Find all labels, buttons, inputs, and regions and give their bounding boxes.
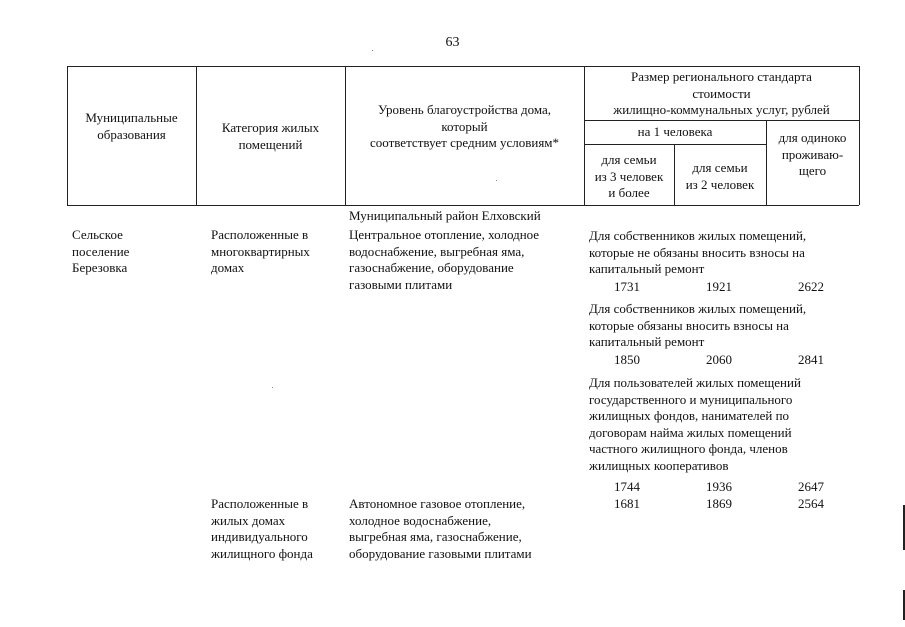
table-bottom-border <box>67 205 859 206</box>
header-municipality: Муниципальные образования <box>85 110 178 142</box>
group1-value-single: 2622 <box>798 279 824 294</box>
group1-value-family2: 1921 <box>706 279 732 294</box>
row2-level: Автономное газовое отопление, холодное водоснабжение, выгребная яма, газоснабжение, оборудование газовыми плитами <box>349 496 532 561</box>
table-top-border <box>67 66 859 67</box>
header-family-3: для семьи из 3 человек и более <box>594 152 664 200</box>
group2-label: Для собственников жилых помещений, которые обязаны вносить взносы на капитальный ремонт <box>589 301 807 349</box>
header-single: для одиноко проживаю- щего <box>778 130 847 178</box>
header-category: Категория жилых помещений <box>221 120 320 152</box>
row1-category: Расположенные в многоквартирных домах <box>211 227 310 275</box>
group2-value-single: 2841 <box>798 352 824 367</box>
group3-value-family2: 1936 <box>706 479 732 494</box>
row2-category: Расположенные в жилых домах индивидуального жилищного фонда <box>211 496 313 561</box>
group3-value-single: 2647 <box>798 479 824 494</box>
header-standard: Размер регионального стандарта стоимости жилищно-коммунальных услуг, рублей <box>613 69 830 117</box>
group3-value-family3: 1744 <box>614 479 640 494</box>
table-right-border <box>859 66 860 205</box>
group1-value-family3: 1731 <box>614 279 640 294</box>
district-title: Муниципальный район Елховский <box>349 208 541 223</box>
header-family-2: для семьи из 2 человек <box>685 160 755 192</box>
group3-label: Для пользователей жилых помещений государственного и муниципального жилищных фондов, нанимателей по договорам найма жилых помещений частного жилищного фонда, членов жилищных кооперативов <box>589 375 801 473</box>
row2-value-single: 2564 <box>798 496 824 511</box>
header-divider-1 <box>584 120 859 121</box>
page-number: 63 <box>445 35 460 50</box>
row2-value-family2: 1869 <box>706 496 732 511</box>
scan-speck <box>496 180 497 181</box>
header-level: Уровень благоустройства дома, который соответствует средним условиям* <box>369 102 560 150</box>
header-divider-2 <box>584 144 766 145</box>
group2-value-family2: 2060 <box>706 352 732 367</box>
scan-speck <box>272 387 273 388</box>
row2-value-family3: 1681 <box>614 496 640 511</box>
scan-speck <box>372 50 373 51</box>
group2-value-family3: 1850 <box>614 352 640 367</box>
header-per-person: на 1 человека <box>637 124 713 139</box>
group1-label: Для собственников жилых помещений, которые не обязаны вносить взносы на капитальный ремонт <box>589 228 807 276</box>
row1-level: Центральное отопление, холодное водоснабжение, выгребная яма, газоснабжение, оборудование газовыми плитами <box>349 227 540 292</box>
municipality-name: Сельское поселение Березовка <box>72 227 130 275</box>
